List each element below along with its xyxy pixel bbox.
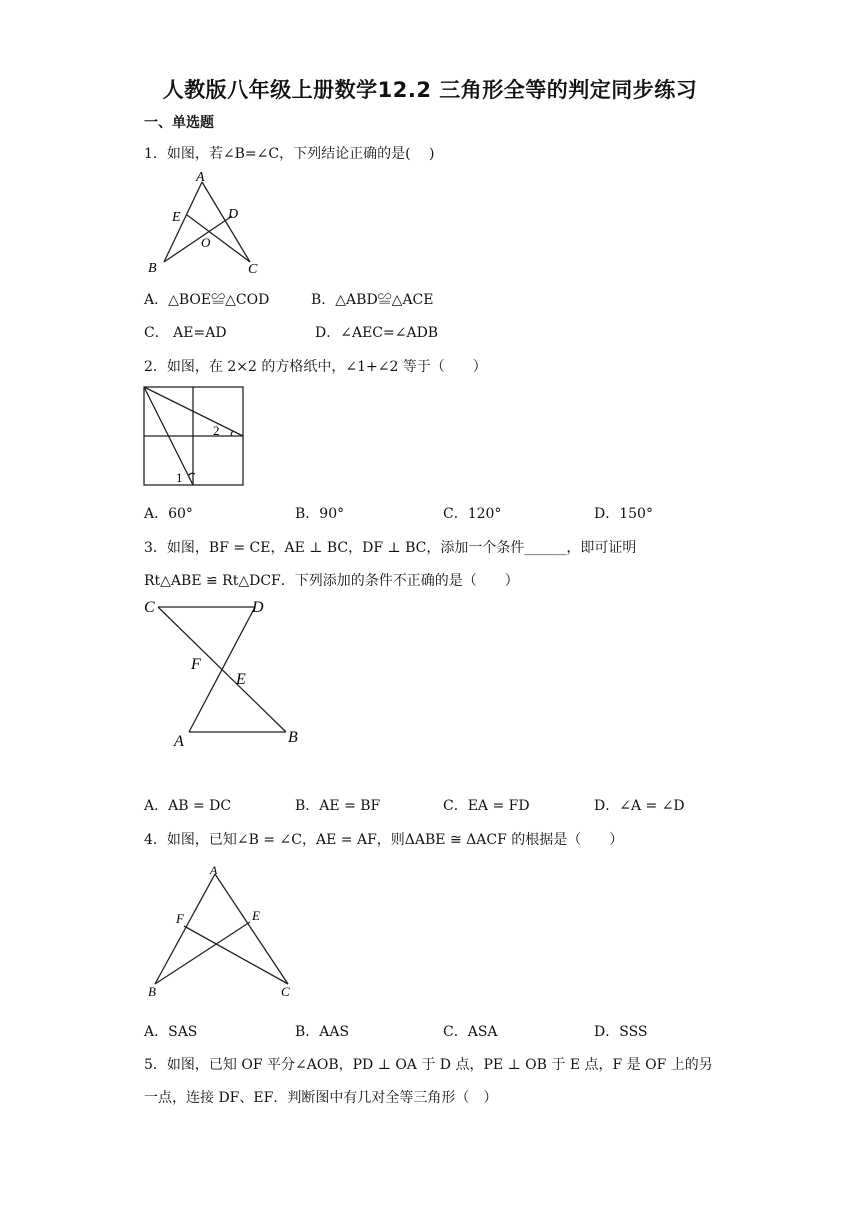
q2-option-a[interactable]: A．60°: [144, 506, 193, 522]
page-title: 人教版八年级上册数学12.2 三角形全等的判定同步练习: [162, 78, 698, 102]
question-2-figure: [142, 386, 246, 488]
q3-label-b: B: [288, 729, 298, 746]
question-5-stem-line2: 一点，连接 DF、EF．判断图中有几对全等三角形（ ）: [144, 1090, 498, 1106]
question-1-figure: [140, 166, 270, 278]
q1-option-d[interactable]: D．∠AEC=∠ADB: [315, 325, 439, 341]
question-2-stem: 2．如图，在 2×2 的方格纸中，∠1+∠2 等于（ ）: [144, 359, 487, 375]
section-heading: 一、单选题: [144, 115, 214, 131]
question-4-figure: [140, 858, 305, 1003]
q4-option-b[interactable]: B．AAS: [295, 1024, 350, 1040]
q3-label-d: D: [252, 599, 264, 616]
q4-label-f: F: [176, 911, 184, 926]
q4-option-c[interactable]: C．ASA: [443, 1024, 498, 1040]
question-5-stem-line1: 5．如图，已知 OF 平分∠AOB，PD ⊥ OA 于 D 点，PE ⊥ OB 于 E 点，F 是 OF 上的另: [144, 1057, 713, 1073]
q4-label-c: C: [281, 984, 290, 999]
question-3-figure: [140, 594, 310, 754]
q2-option-b[interactable]: B．90°: [295, 506, 345, 522]
q1-label-e: E: [172, 210, 181, 225]
q1-label-b: B: [148, 261, 157, 276]
q1-label-c: C: [248, 262, 258, 277]
q1-label-o: O: [201, 235, 211, 250]
q1-option-a[interactable]: A．△BOE≌△COD: [144, 292, 270, 308]
q3-label-a: A: [174, 733, 184, 750]
q3-option-b[interactable]: B．AE = BF: [295, 798, 381, 814]
q4-label-b: B: [148, 984, 156, 999]
q2-label-angle-1: 1: [176, 470, 183, 485]
q4-label-a: A: [210, 863, 218, 877]
q3-option-d[interactable]: D．∠A = ∠D: [594, 798, 685, 814]
q3-option-a[interactable]: A．AB = DC: [144, 798, 232, 814]
q3-label-e: E: [236, 671, 246, 688]
question-3-stem-line2: Rt△ABE ≌ Rt△DCF．下列添加的条件不正确的是（ ）: [144, 573, 519, 589]
q4-label-e: E: [252, 908, 260, 923]
q1-label-d: D: [228, 207, 239, 222]
question-3-stem-line1: 3．如图，BF = CE，AE ⊥ BC，DF ⊥ BC，添加一个条件______，即可证明: [144, 540, 637, 556]
question-4-stem: 4．如图，已知∠B = ∠C，AE = AF，则ΔABE ≅ ΔACF 的根据是（ ）: [144, 832, 624, 848]
q3-label-f: F: [191, 656, 201, 673]
question-1-stem: 1．如图，若∠B=∠C，下列结论正确的是( ): [144, 146, 435, 162]
q4-option-d[interactable]: D．SSS: [594, 1024, 648, 1040]
q2-option-d[interactable]: D．150°: [594, 506, 653, 522]
q2-option-c[interactable]: C．120°: [443, 506, 502, 522]
q1-option-b[interactable]: B．△ABD≌△ACE: [311, 292, 434, 308]
q1-option-c[interactable]: C． AE=AD: [144, 325, 227, 341]
q2-label-angle-2: 2: [213, 423, 220, 438]
q3-label-c: C: [144, 599, 155, 616]
q3-option-c[interactable]: C．EA = FD: [443, 798, 530, 814]
q4-option-a[interactable]: A．SAS: [144, 1024, 198, 1040]
q1-label-a: A: [196, 170, 205, 185]
